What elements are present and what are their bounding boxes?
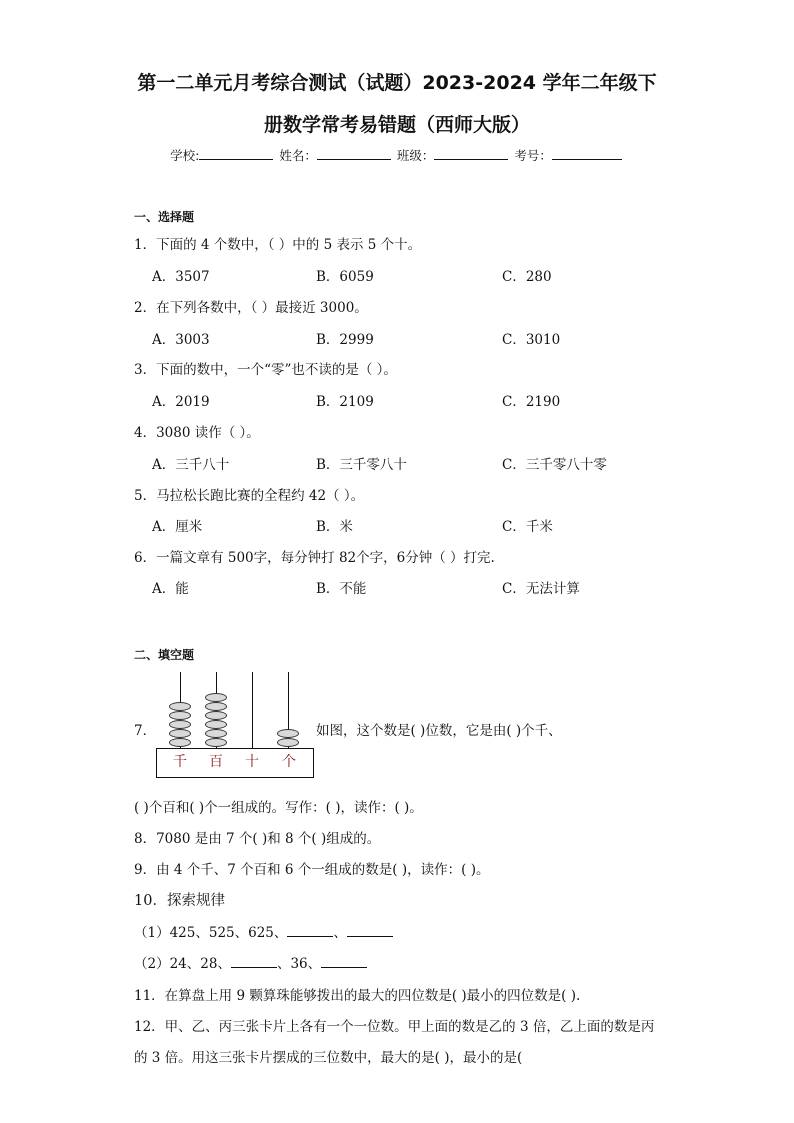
page-title-line-2: 册数学常考易错题（西师大版） — [263, 114, 530, 136]
question-2: 2．在下列各数中，（ ）最接近 3000。 — [134, 300, 368, 316]
abacus-bead-hundreds — [205, 738, 227, 747]
q6-option-a[interactable]: A．能 — [152, 581, 189, 597]
question-7-text-b: ( )个百和( )个一组成的。写作：( )，读作：( )。 — [134, 800, 423, 816]
page-title-line-1: 第一二单元月考综合测试（试题）2023-2024 学年二年级下 — [137, 72, 657, 94]
abacus-label-hundreds: 百 — [209, 754, 223, 770]
abacus-bead-ones — [277, 729, 299, 738]
q10-1-separator: 、 — [333, 925, 347, 941]
q3-option-a[interactable]: A．2019 — [152, 394, 210, 410]
q5-option-c[interactable]: C．千米 — [502, 519, 553, 535]
question-3: 3．下面的数中，一个“零”也不读的是（ ）。 — [134, 362, 397, 378]
abacus-figure — [156, 672, 316, 780]
abacus-bead-thousands — [169, 720, 191, 729]
abacus-bead-thousands — [169, 738, 191, 747]
abacus-bead-thousands — [169, 729, 191, 738]
q5-option-a[interactable]: A．厘米 — [152, 519, 203, 535]
q4-option-a[interactable]: A．三千八十 — [152, 457, 230, 473]
question-7-number: 7． — [134, 723, 157, 739]
class-field[interactable] — [434, 146, 508, 160]
question-4: 4．3080 读作（ ）。 — [134, 425, 260, 441]
q10-2-blank-2[interactable] — [321, 955, 367, 968]
name-label: 姓名： — [279, 148, 317, 163]
question-5: 5．马拉松长跑比赛的全程约 42（ ）。 — [134, 488, 365, 504]
number-label: 考号： — [514, 148, 552, 163]
section-choice-title: 一、选择题 — [134, 210, 195, 224]
question-12-line-1: 12．甲、乙、丙三张卡片上各有一个一位数。甲上面的数是乙的 3 倍，乙上面的数是丙 — [134, 1019, 655, 1035]
q2-option-b[interactable]: B．2999 — [316, 332, 374, 348]
abacus-label-ones: 个 — [282, 754, 296, 770]
section-fill-title: 二、填空题 — [134, 648, 195, 662]
question-1: 1．下面的 4 个数中，（ ）中的 5 表示 5 个十。 — [134, 237, 422, 253]
q5-option-b[interactable]: B．米 — [316, 519, 353, 535]
question-6: 6．一篇文章有 500字，每分钟打 82个字，6分钟（ ）打完. — [134, 550, 495, 566]
q10-1-blank-2[interactable] — [347, 924, 393, 937]
q2-option-a[interactable]: A．3003 — [152, 332, 210, 348]
question-10: 10．探索规律 — [134, 893, 225, 909]
school-field[interactable] — [199, 146, 273, 160]
abacus-bead-hundreds — [205, 729, 227, 738]
abacus-label-tens: 十 — [245, 754, 259, 770]
abacus-label-thousands: 千 — [173, 754, 187, 770]
name-field[interactable] — [317, 146, 391, 160]
school-label: 学校: — [170, 148, 200, 163]
q10-1-blank-1[interactable] — [287, 924, 333, 937]
question-10-2 — [134, 952, 367, 972]
question-11: 11．在算盘上用 9 颗算珠能够拨出的最大的四位数是( )最小的四位数是( ). — [134, 988, 581, 1004]
q10-2-middle: 、36、 — [276, 956, 322, 972]
student-info-row — [0, 146, 794, 164]
question-9: 9．由 4 个千、7 个百和 6 个一组成的数是( )，读作：( )。 — [134, 862, 490, 878]
q6-option-c[interactable]: C．无法计算 — [502, 581, 580, 597]
q10-2-blank-1[interactable] — [231, 955, 277, 968]
number-field[interactable] — [552, 146, 622, 160]
q1-option-c[interactable]: C．280 — [502, 269, 552, 285]
question-10-1 — [134, 921, 393, 941]
q2-option-c[interactable]: C．3010 — [502, 332, 561, 348]
q4-option-b[interactable]: B．三千零八十 — [316, 457, 407, 473]
q3-option-b[interactable]: B．2109 — [316, 394, 374, 410]
q1-option-a[interactable]: A．3507 — [152, 269, 210, 285]
abacus-rod-tens — [252, 672, 253, 748]
abacus-bead-ones — [277, 738, 299, 747]
class-label: 班级： — [396, 148, 435, 163]
q10-1-sequence: （1）425、525、625、 — [134, 925, 288, 941]
abacus-bead-hundreds — [205, 693, 227, 702]
abacus-bead-hundreds — [205, 702, 227, 711]
question-12-line-2: 的 3 倍。用这三张卡片摆成的三位数中，最大的是( )，最小的是( — [134, 1050, 523, 1066]
q1-option-b[interactable]: B．6059 — [316, 269, 374, 285]
abacus-bead-thousands — [169, 702, 191, 711]
question-8: 8．7080 是由 7 个( )和 8 个( )组成的。 — [134, 831, 381, 847]
abacus-bead-hundreds — [205, 720, 227, 729]
abacus-bead-thousands — [169, 711, 191, 720]
q6-option-b[interactable]: B．不能 — [316, 581, 367, 597]
question-7-text-a: 如图，这个数是( )位数，它是由( )个千、 — [316, 723, 562, 739]
q3-option-c[interactable]: C．2190 — [502, 394, 561, 410]
q10-2-sequence: （2）24、28、 — [134, 956, 231, 972]
abacus-bead-hundreds — [205, 711, 227, 720]
q4-option-c[interactable]: C．三千零八十零 — [502, 457, 607, 473]
